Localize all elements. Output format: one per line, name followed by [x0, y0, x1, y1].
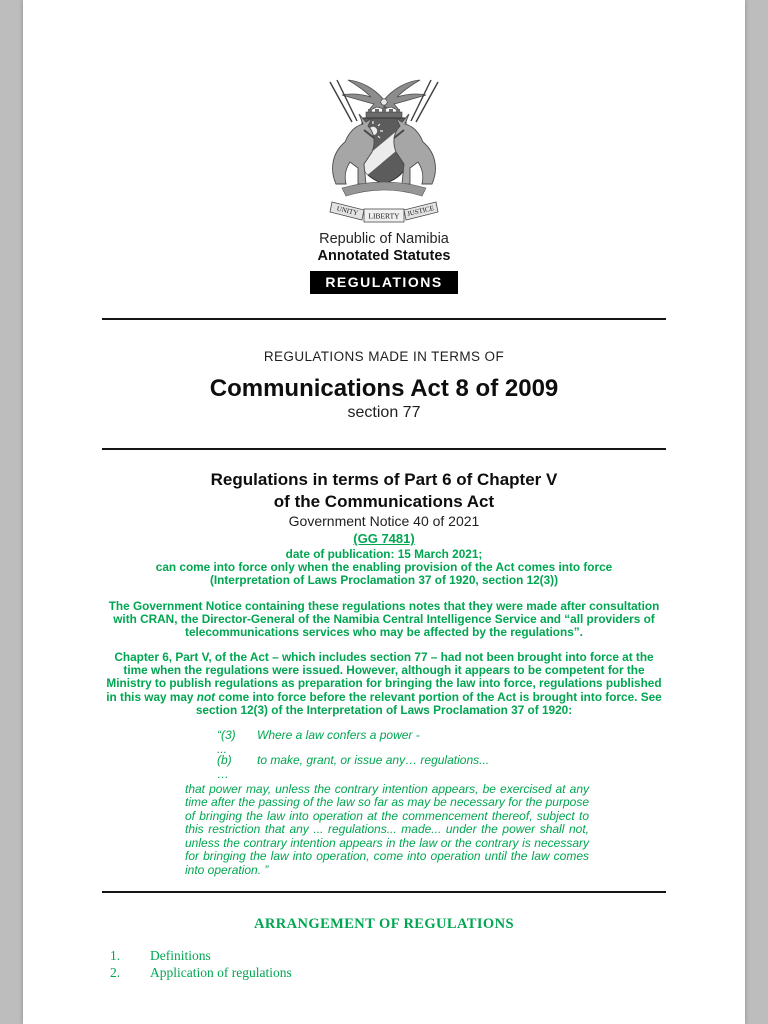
- interpretation-proclamation-line: (Interpretation of Laws Proclamation 37 of 1920, section 12(3)): [209, 573, 559, 588]
- quote-body-text: that power may, unless the contrary intention appears, be exercised at any time after the passing of the law so far as may be necessary for the purpose of bringing the law into operation at the commencement thereof, subject to this restriction that any ... regulations... made... under the power shall not, unless the contrary intention appears in the law or the contrary is necessary for bringing the law into operation, come into operation until the law comes into operation. ”: [185, 781, 589, 877]
- annotation-paragraph-1: The Government Notice containing these regulations notes that they were made after consultation with CRAN, the Director-General of the Namibia Central Intelligence Service and “all providers of telecommunications services who may be affected by the regulations”.: [108, 598, 660, 640]
- arrangement-item-2-number: 2.: [110, 964, 121, 980]
- motto-liberty: LIBERTY: [368, 211, 400, 221]
- quote-paragraph-b-text: to make, grant, or issue any… regulations...: [257, 752, 490, 767]
- act-title: Communications Act 8 of 2009: [209, 375, 559, 402]
- namibia-coat-of-arms: [314, 72, 454, 224]
- arrangement-item-1: [102, 948, 666, 965]
- regulations-banner: REGULATIONS: [310, 271, 457, 294]
- motto-ribbon: [330, 202, 438, 222]
- quote-subsection-3-label: “(3): [217, 727, 236, 742]
- annotation-paragraph-2: [102, 651, 666, 717]
- publication-date-line: date of publication: 15 March 2021;: [285, 547, 483, 561]
- arrangement-heading: ARRANGEMENT OF REGULATIONS: [254, 916, 514, 933]
- quote-ellipsis-2: …: [217, 766, 229, 781]
- republic-of-namibia-line: Republic of Namibia: [319, 231, 449, 247]
- arrangement-item-2: [102, 965, 666, 982]
- horizontal-rule-top: [102, 318, 666, 320]
- statute-quotation-block: [185, 729, 589, 878]
- quote-subsection-3-text: Where a law confers a power -: [257, 727, 420, 742]
- masthead: [102, 0, 666, 294]
- act-section: section 77: [347, 404, 421, 421]
- quote-paragraph-b-label: (b): [217, 752, 232, 767]
- arrangement-item-1-number: 1.: [110, 948, 121, 964]
- government-notice-line: Government Notice 40 of 2021: [288, 513, 480, 529]
- publication-note: [102, 548, 666, 588]
- act-kicker: REGULATIONS MADE IN TERMS OF: [263, 349, 505, 364]
- motto-unity: UNITY: [335, 204, 359, 218]
- notice-title-line1: Regulations in terms of Part 6 of Chapter V: [210, 470, 558, 489]
- eagle-icon: [342, 80, 426, 111]
- annotated-statutes-line: Annotated Statutes: [317, 248, 451, 264]
- horizontal-rule-bottom: [102, 891, 666, 893]
- horizontal-rule-middle: [102, 448, 666, 450]
- annotation-paragraph-2-emphasis: not: [196, 689, 216, 704]
- annotation-paragraph-2-continued: come into force before the relevant portion of the Act is brought into force. See section 12(3) of the Interpretation of Laws Proclamation 37 of 1920:: [195, 689, 662, 717]
- quote-paragraph-b: [185, 754, 589, 767]
- quote-ellipsis-1: ...: [217, 741, 228, 756]
- quote-subsection-3: [185, 729, 589, 742]
- crown-icon: [366, 109, 402, 118]
- arrangement-item-2-label: Application of regulations: [150, 964, 292, 980]
- document-page: [23, 0, 745, 1024]
- gg-gazette-link[interactable]: (GG 7481): [353, 531, 415, 546]
- arrangement-item-1-label: Definitions: [150, 948, 211, 964]
- motto-justice: JUSTICE: [406, 204, 435, 219]
- annotation-paragraph-2-text: Chapter 6, Part V, of the Act – which includes section 77 – had not been brought into force at the time when the regulations were issued. However, although it appears to be competent for the Ministry to publish regulations as preparation for bringing the law into force, regulations published in this way may: [106, 650, 662, 704]
- commencement-line: can come into force only when the enabling provision of the Act comes into force: [155, 560, 613, 575]
- ground-icon: [342, 182, 426, 196]
- notice-title-line2: of the Communications Act: [273, 491, 495, 511]
- arrangement-list: [102, 948, 666, 981]
- notice-title: [102, 469, 666, 512]
- page-content: [102, 0, 666, 981]
